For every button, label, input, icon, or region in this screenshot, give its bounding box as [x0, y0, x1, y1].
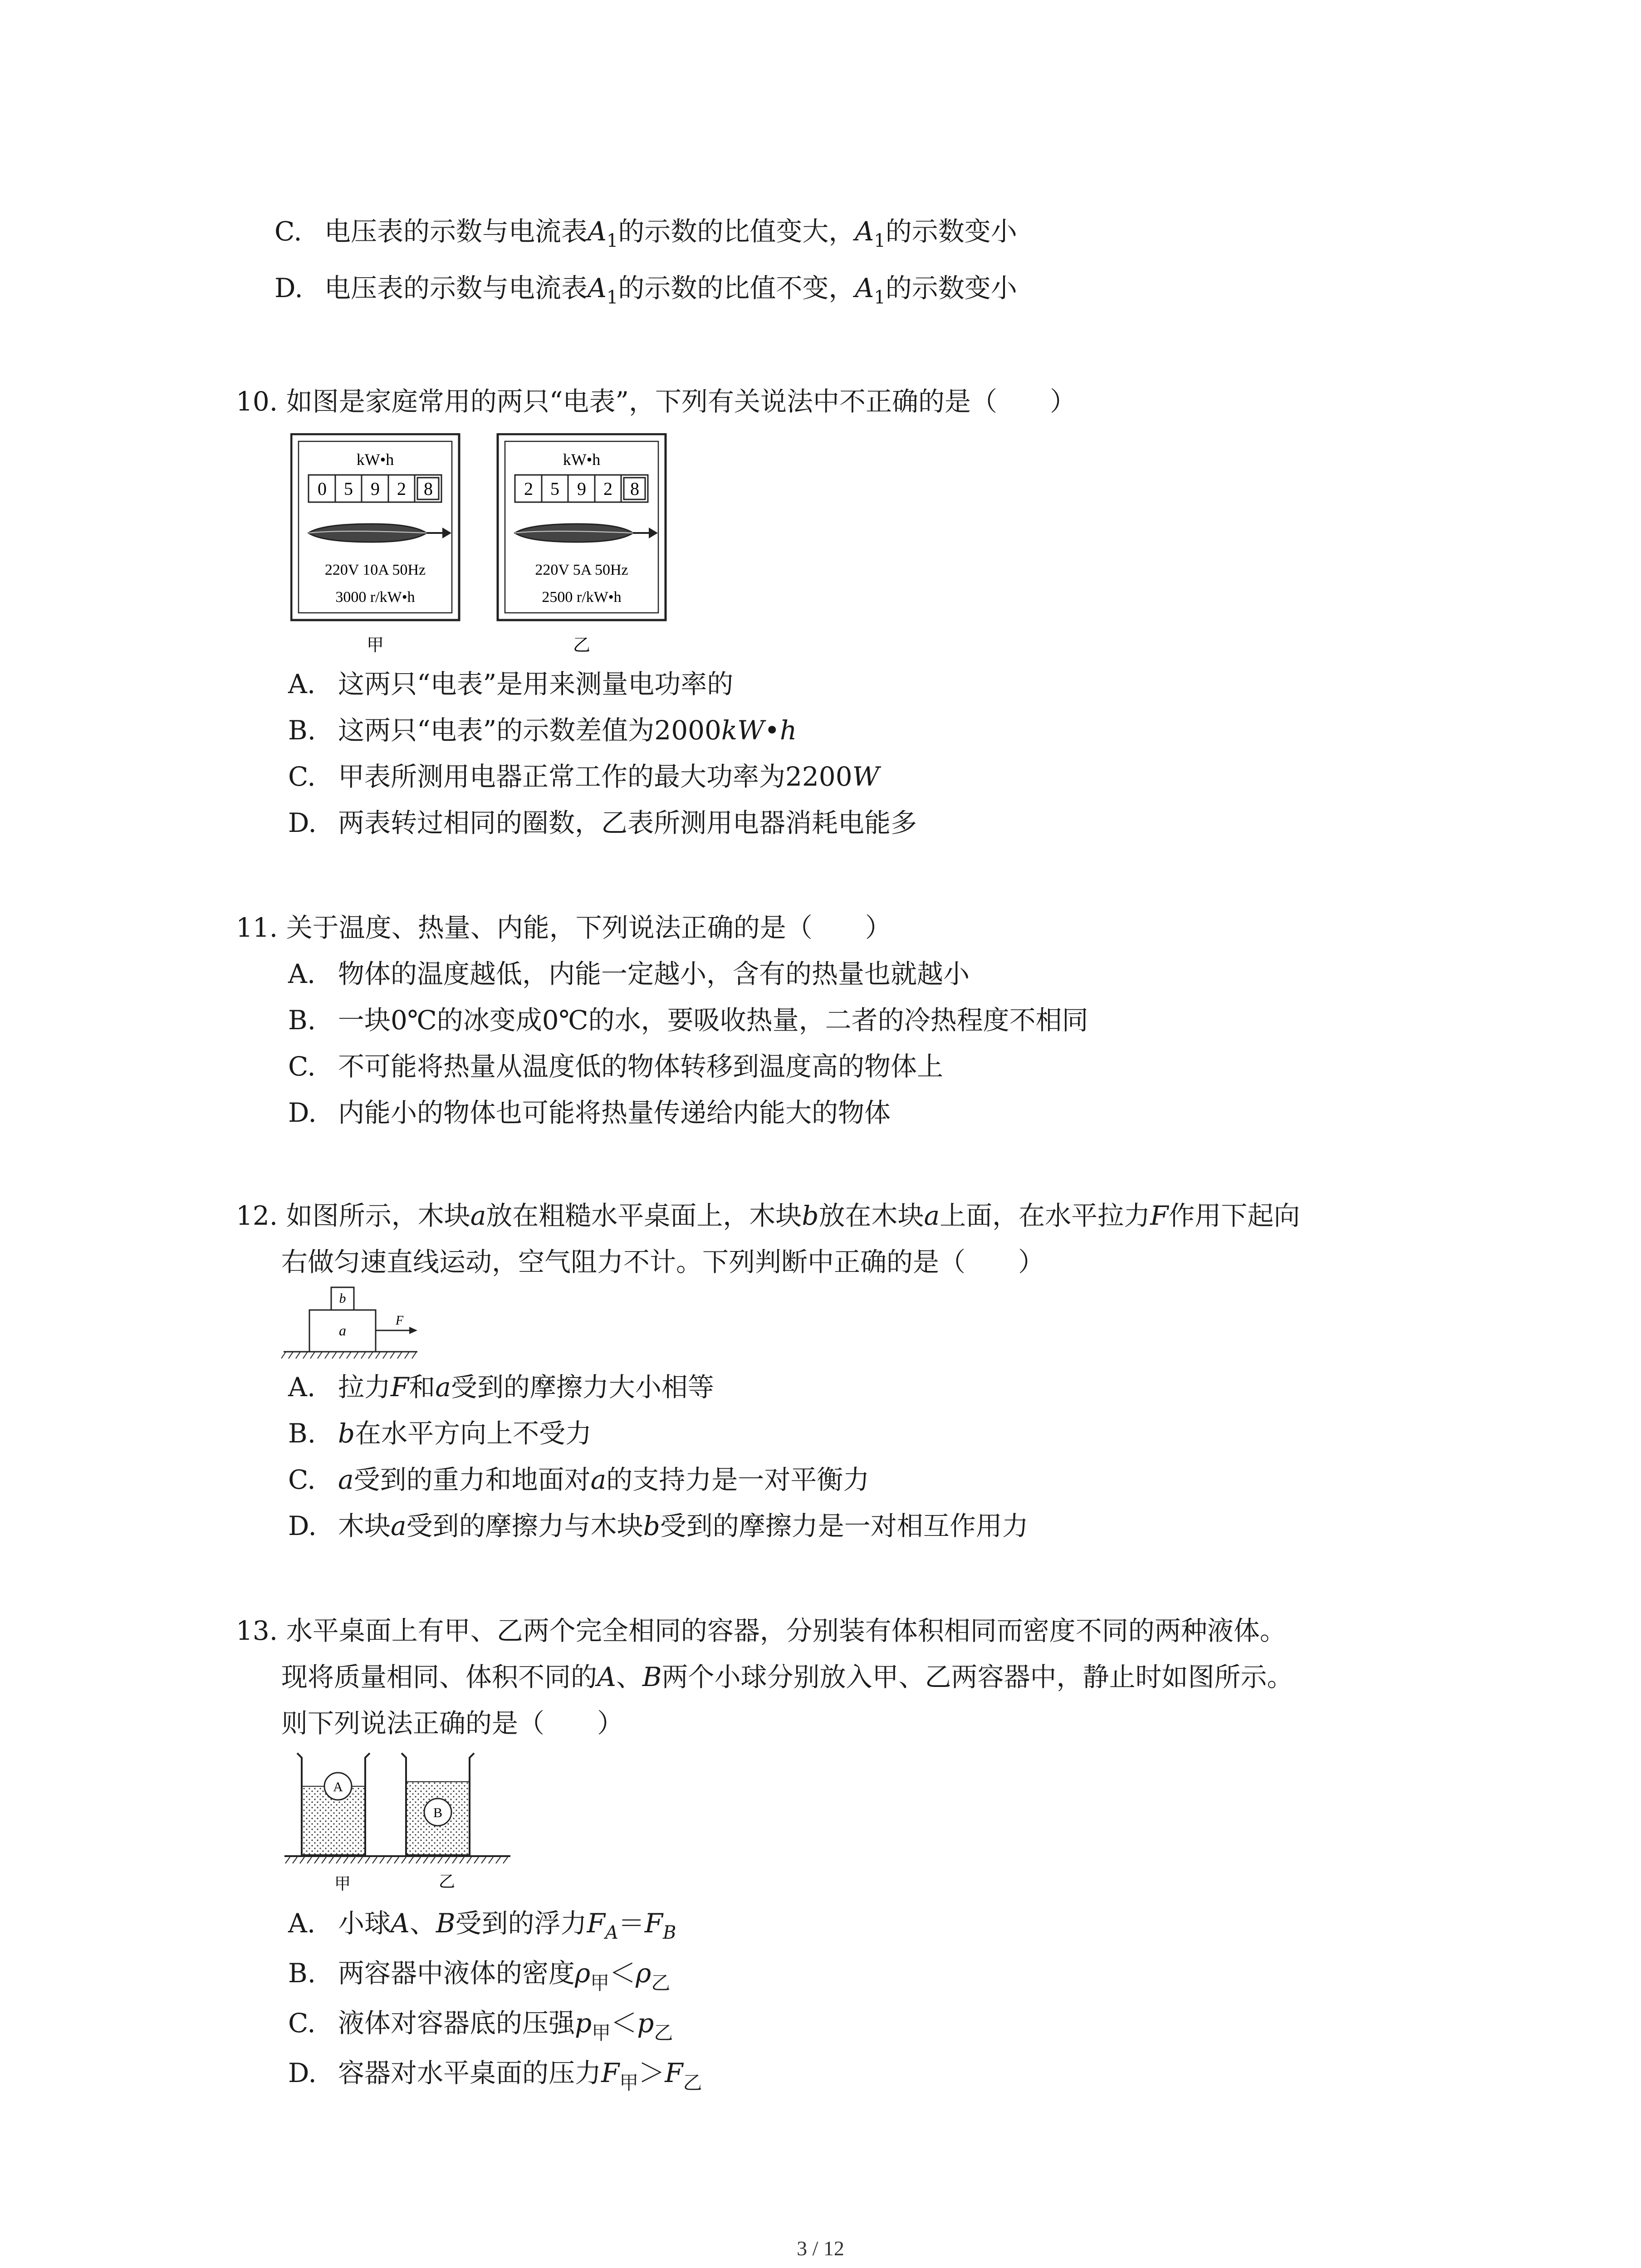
meter-yi-digit: 5: [550, 479, 559, 499]
q10-stem: 10. 如图是家庭常用的两只“电表”，下列有关说法中不正确的是（ ）: [236, 386, 1076, 417]
q13-option-a: A. 小球A、B受到的浮力$F_A=F_B$: [288, 1908, 676, 1943]
meter-yi-spec: 220V 5A 50Hz: [535, 562, 628, 578]
q11-option-c: C. 不可能将热量从温度低的物体转移到温度高的物体上: [288, 1051, 944, 1082]
meter-jia-spec: 220V 10A 50Hz: [324, 562, 426, 578]
block-b-label: b: [339, 1291, 346, 1306]
q13-option-c: C. 液体对容器底的压强$p_甲<p_乙$: [288, 2008, 673, 2044]
caption-jia: 甲: [334, 1875, 351, 1893]
electric-meters-figure: [290, 433, 676, 660]
table-hatch: [285, 1857, 508, 1863]
ball-a-label: A: [333, 1779, 343, 1794]
ground-hatch: [281, 1352, 416, 1359]
q12-option-c: C. a受到的重力和地面对a的支持力是一对平衡力: [288, 1464, 870, 1495]
caption-yi: 乙: [438, 1872, 456, 1891]
meter-yi-disc: [515, 524, 658, 542]
meter-yi-caption: 乙: [573, 635, 591, 655]
container-yi: [402, 1753, 474, 1855]
q12-option-a: A. 拉力F和a受到的摩擦力大小相等: [288, 1372, 714, 1403]
page-number: 3 / 12: [797, 2237, 844, 2260]
meter-jia-digit: 0: [318, 479, 327, 499]
q13-stem-line3: 则下列说法正确的是（ ）: [281, 1708, 624, 1739]
q11-stem: 11. 关于温度、热量、内能，下列说法正确的是（ ）: [236, 912, 892, 943]
q13-option-d: D. 容器对水平桌面的压力$F_甲>F_乙$: [288, 2058, 702, 2094]
meter-yi: [498, 434, 666, 655]
q9-option-c: C. 电压表的示数与电流表$A_1$的示数的比值变大，$A_1$的示数变小: [274, 216, 1017, 251]
meter-yi-unit: kW•h: [563, 450, 601, 469]
meter-jia-digit: 2: [397, 479, 406, 499]
meter-jia-caption: 甲: [366, 635, 384, 655]
container-jia: [297, 1753, 370, 1855]
block-a-label: a: [339, 1322, 346, 1339]
meter-jia-rev: 3000 r/kW•h: [335, 589, 415, 606]
q13-stem-line1: 13. 水平桌面上有甲、乙两个完全相同的容器，分别装有体积相同而密度不同的两种液体。: [236, 1615, 1286, 1646]
meter-jia-digit: 5: [344, 479, 353, 499]
q10-option-d: D. 两表转过相同的圈数，乙表所测用电器消耗电能多: [288, 807, 917, 838]
q12-option-b: B. b在水平方向上不受力: [288, 1418, 592, 1449]
q11-option-a: A. 物体的温度越低，内能一定越小，含有的热量也就越小: [288, 958, 970, 989]
q12-stem-line2: 右做匀速直线运动，空气阻力不计。下列判断中正确的是（ ）: [281, 1246, 1045, 1277]
meter-yi-digit: 8: [630, 479, 639, 499]
meter-yi-digit: 2: [603, 479, 612, 499]
meter-jia-digit: 8: [424, 479, 433, 499]
block-force-figure: [281, 1284, 426, 1363]
meter-yi-rev: 2500 r/kW•h: [542, 589, 622, 606]
meter-jia-digit: 9: [371, 479, 380, 499]
meter-yi-digit: 9: [577, 479, 586, 499]
ball-b-label: B: [433, 1805, 443, 1820]
force-label: F: [396, 1314, 404, 1328]
q10-option-b: B. 这两只“电表”的示数差值为2000kW•h: [288, 715, 797, 746]
meter-jia: [291, 434, 459, 655]
q11-option-b: B. 一块0℃的冰变成0℃的水，要吸收热量，二者的冷热程度不相同: [288, 1005, 1088, 1036]
q10-option-c: C. 甲表所测用电器正常工作的最大功率为2200W: [288, 761, 880, 792]
q13-option-b: B. 两容器中液体的密度$\rho_甲<\rho_乙$: [288, 1958, 671, 1994]
meter-jia-unit: kW•h: [356, 450, 394, 469]
q11-option-d: D. 内能小的物体也可能将热量传递给内能大的物体: [288, 1097, 891, 1128]
buoyancy-figure: [284, 1746, 519, 1896]
q12-stem-line1: 12. 如图所示，木块a放在粗糙水平桌面上，木块b放在木块a上面，在水平拉力F作用下起向: [236, 1200, 1300, 1231]
q13-stem-line2: 现将质量相同、体积不同的A、B两个小球分别放入甲、乙两容器中，静止时如图所示。: [281, 1662, 1293, 1692]
meter-yi-digit: 2: [524, 479, 533, 499]
q9-option-d: D. 电压表的示数与电流表$A_1$的示数的比值不变，$A_1$的示数变小: [274, 273, 1017, 308]
q10-option-a: A. 这两只“电表”是用来测量电功率的: [288, 669, 734, 699]
meter-jia-disc: [309, 524, 451, 542]
q12-option-d: D. 木块a受到的摩擦力与木块b受到的摩擦力是一对相互作用力: [288, 1510, 1029, 1541]
